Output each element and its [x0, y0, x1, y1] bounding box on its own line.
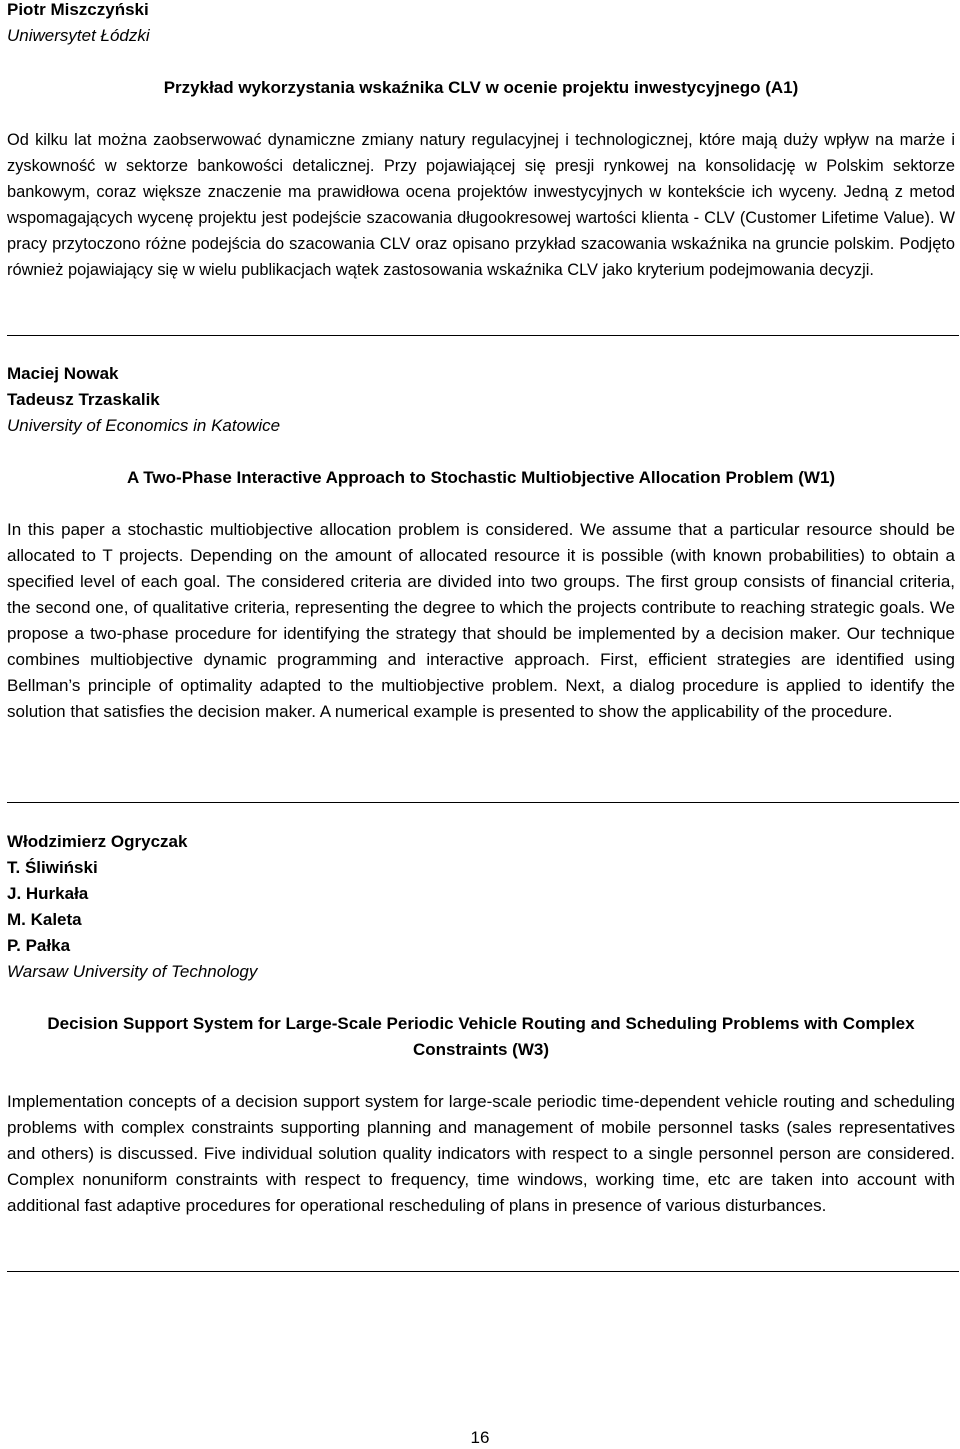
author-name: M. Kaleta: [7, 910, 82, 929]
paper-title: A Two-Phase Interactive Approach to Stochastic Multiobjective Allocation Problem (W1): [126, 468, 836, 487]
abstract-entry-3: [7, 829, 955, 1219]
paper-title: Decision Support System for Large-Scale Periodic Vehicle Routing and Scheduling Problems with Complex Constraints (W3): [47, 1014, 915, 1059]
author-name: P. Pałka: [7, 936, 71, 955]
affiliation: Warsaw University of Technology: [7, 962, 258, 981]
abstract-text: Implementation concepts of a decision support system for large-scale periodic time-dependent vehicle routing and scheduling problems with complex constraints supporting planning and management of mobile personnel tasks (sales representatives and others) is discussed. Five individual solution quality indicators with respect to a single personnel person are considered. Complex nonuniform constraints with respect to frequency, time windows, working time, etc are taken into account with additional fast adaptive procedures for operational rescheduling of plans in presence of various disturbances.: [7, 1092, 955, 1215]
abstract-entry-2: [7, 361, 955, 725]
abstract-entry-1: [7, 0, 955, 283]
section-divider: [7, 1271, 959, 1272]
author-name: T. Śliwiński: [7, 858, 98, 877]
page-number: 16: [470, 1428, 490, 1447]
paper-title: Przykład wykorzystania wskaźnika CLV w ocenie projektu inwestycyjnego (A1): [163, 78, 799, 97]
section-divider: [7, 335, 959, 336]
author-name: Włodzimierz Ogryczak: [7, 832, 188, 851]
affiliation: University of Economics in Katowice: [7, 416, 281, 435]
author-name: Piotr Miszczyński: [7, 0, 149, 19]
abstract-text: Od kilku lat można zaobserwować dynamiczne zmiany natury regulacyjnej i technologicznej, które mają duży wpływ na marże i zyskowność w sektorze bankowości detalicznej. Przy pojawiającej się presji rynkowej na konsolidację w Polskim sektorze bankowym, coraz większe znaczenie ma prawidłowa ocena projektów inwestycyjnych w kontekście ich wyceny. Jedną z metod wspomagających wycenę projektu jest podejście szacowania długookresowej wartości klienta - CLV (Customer Lifetime Value). W pracy przytoczono różne podejścia do szacowania CLV oraz opisano przykład szacowania wskaźnika na gruncie polskim. Podjęto również pojawiający się w wielu publikacjach wątek zastosowania wskaźnika CLV jako kryterium podejmowania decyzji.: [7, 131, 955, 279]
affiliation: Uniwersytet Łódzki: [7, 26, 150, 45]
author-name: Maciej Nowak: [7, 364, 119, 383]
author-name: Tadeusz Trzaskalik: [7, 390, 160, 409]
abstract-text: In this paper a stochastic multiobjective allocation problem is considered. We assume that a particular resource should be allocated to T projects. Depending on the amount of allocated resource it is possible (with known probabilities) to obtain a specified level of each goal. The considered criteria are divided into two groups. The first group consists of financial criteria, the second one, of qualitative criteria, representing the degree to which the projects contribute to reaching strategic goals. We propose a two-phase procedure for identifying the strategy that should be implemented by a decision maker. Our technique combines multiobjective dynamic programming and interactive approach. First, efficient strategies are identified using Bellman’s principle of optimality adapted to the multiobjective problem. Next, a dialog procedure is applied to identify the solution that satisfies the decision maker. A numerical example is presented to show the applicability of the procedure.: [7, 520, 955, 721]
author-name: J. Hurkała: [7, 884, 89, 903]
section-divider: [7, 802, 959, 803]
